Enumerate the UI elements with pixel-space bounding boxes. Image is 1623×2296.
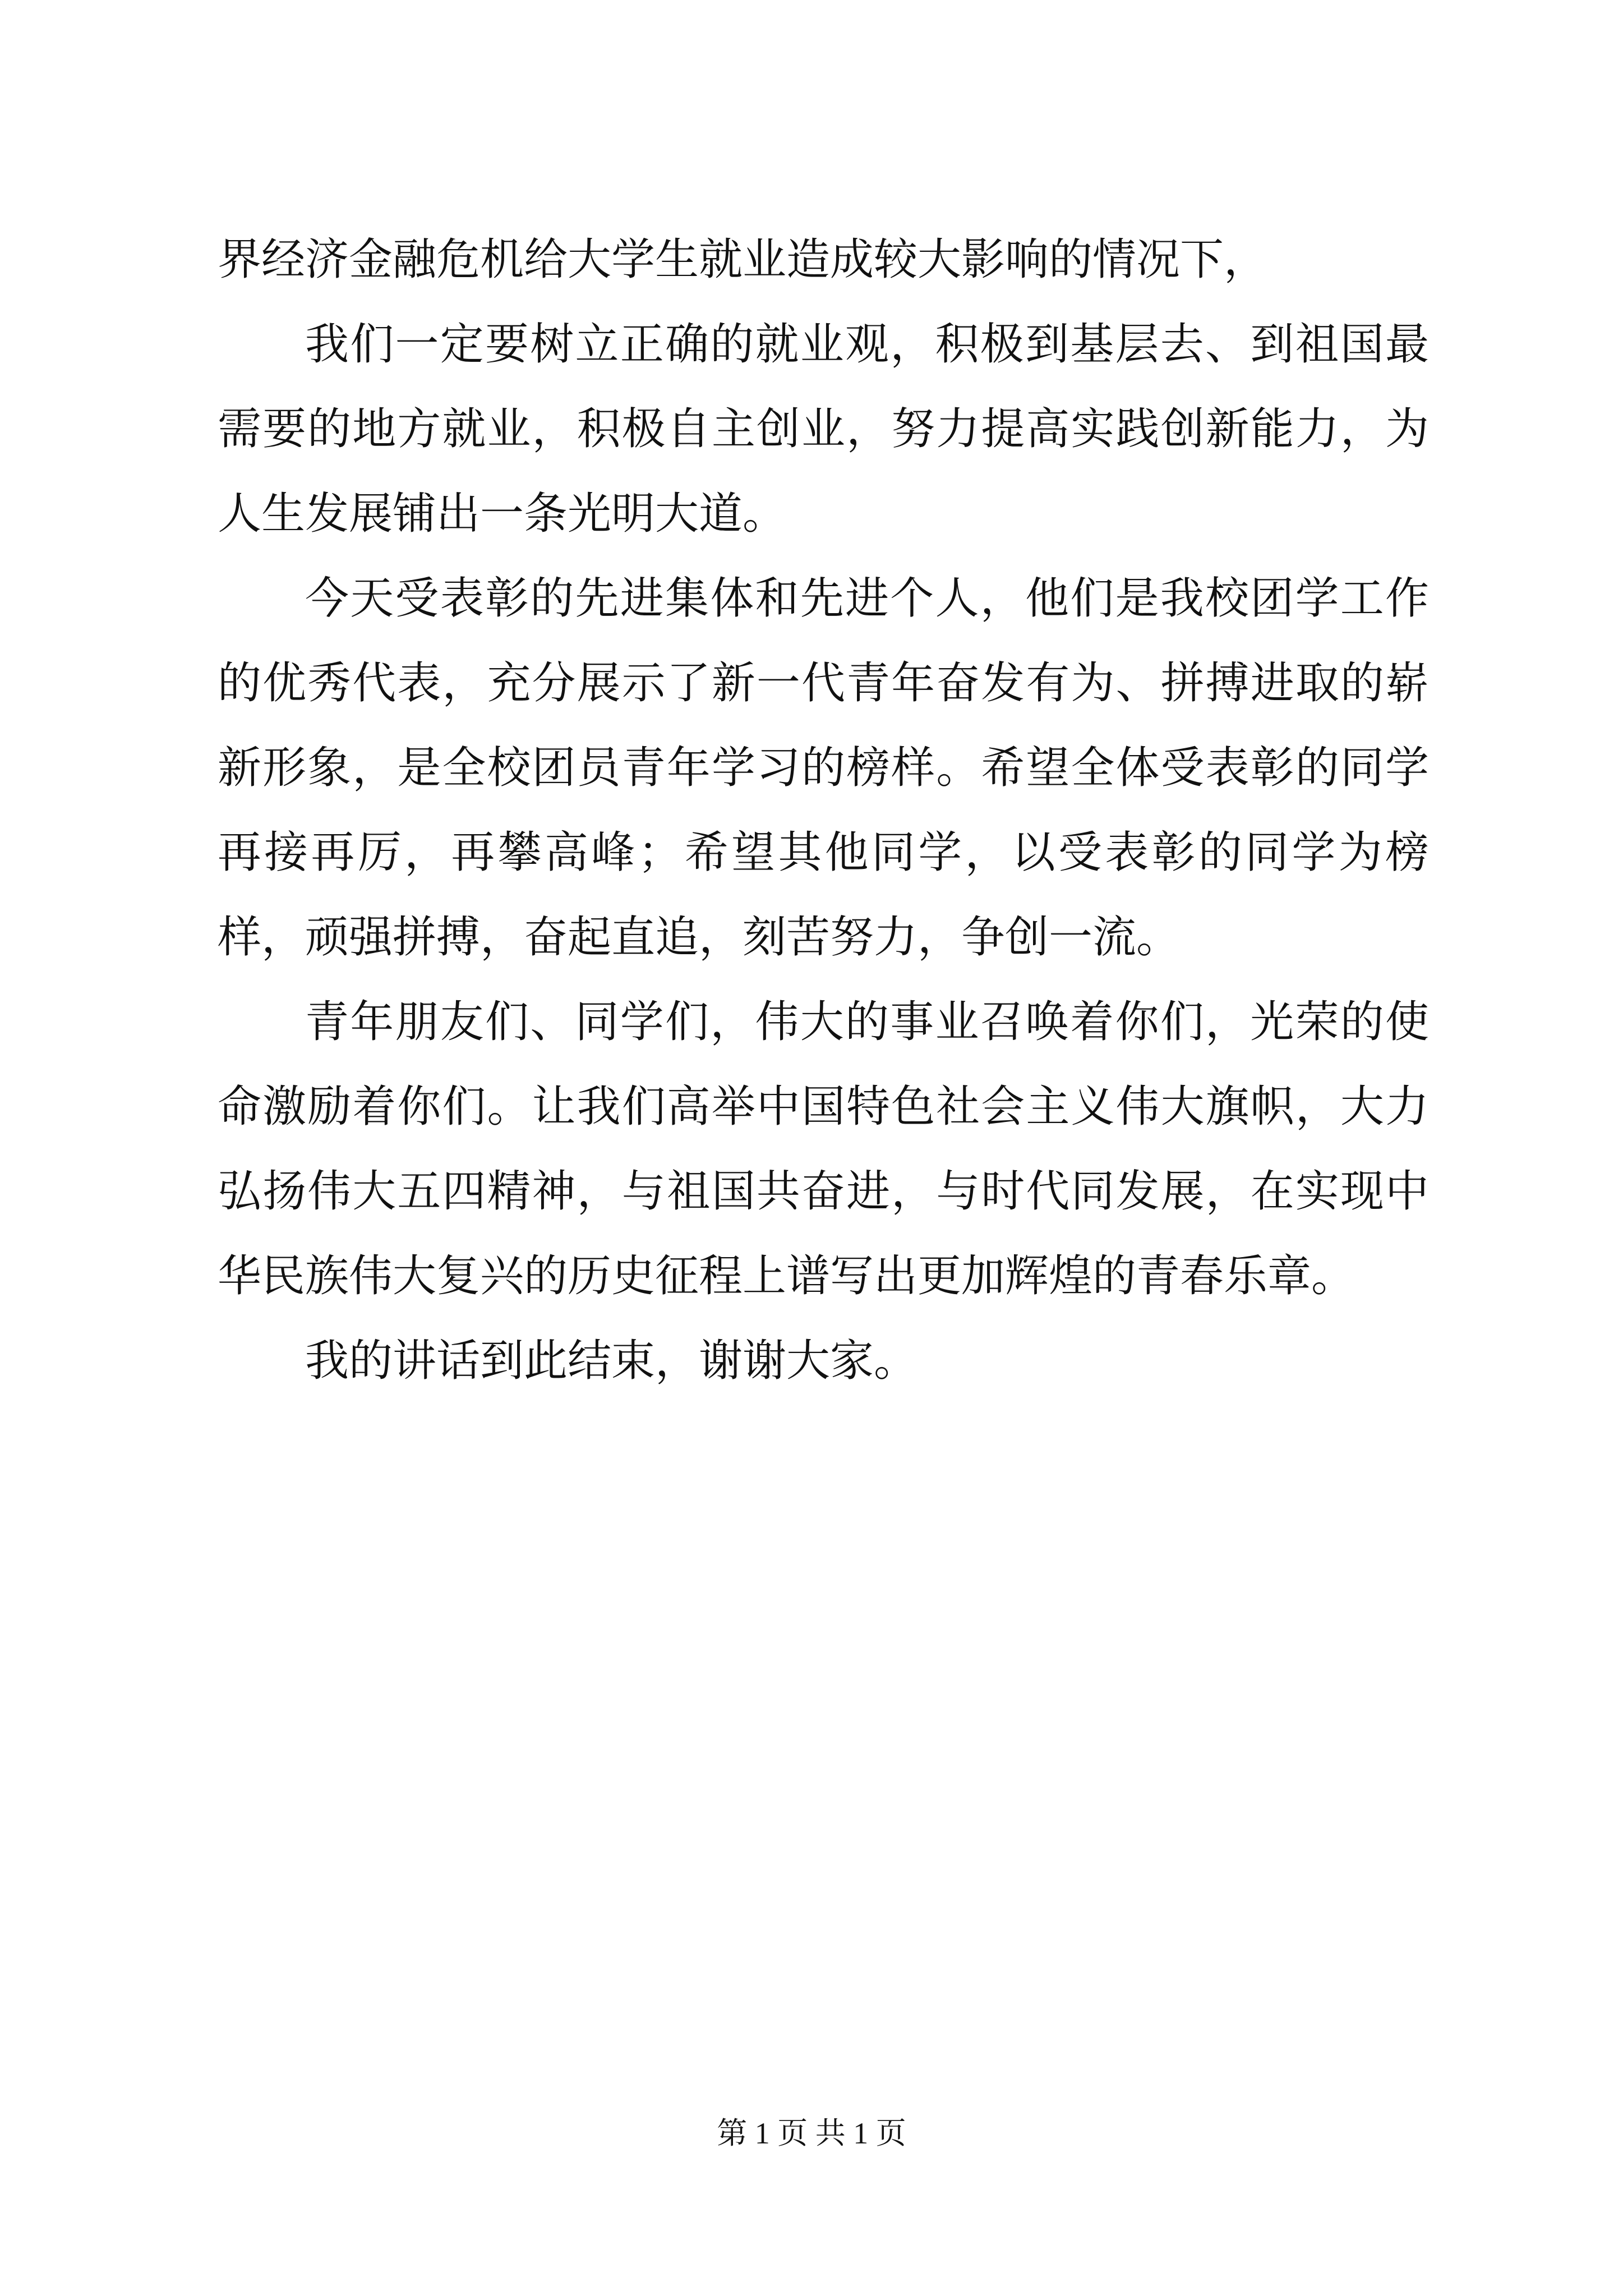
document-body — [218, 218, 1429, 1404]
paragraph-2: 我们一定要树立正确的就业观，积极到基层去、到祖国最需要的地方就业，积极自主创业，努力提高实践创新能力，为人生发展铺出一条光明大道。 — [218, 319, 1429, 539]
paragraph-4: 青年朋友们、同学们，伟大的事业召唤着你们，光荣的使命激励着你们。让我们高举中国特色社会主义伟大旗帜，大力弘扬伟大五四精神，与祖国共奋进，与时代同发展，在实现中华民族伟大复兴的历史征程上谱写出更加辉煌的青春乐章。 — [218, 997, 1429, 1301]
paragraph-5: 我的讲话到此结束，谢谢大家。 — [305, 1336, 918, 1386]
page-number-footer: 第 1 页 共 1 页 — [717, 2116, 906, 2150]
paragraph-3: 今天受表彰的先进集体和先进个人，他们是我校团学工作的优秀代表，充分展示了新一代青年奋发有为、拼搏进取的崭新形象，是全校团员青年学习的榜样。希望全体受表彰的同学再接再厉，再攀高峰；希望其他同学，以受表彰的同学为榜样，顽强拼搏，奋起直追，刻苦努力，争创一流。 — [218, 573, 1429, 963]
paragraph-1: 界经济金融危机给大学生就业造成较大影响的情况下， — [218, 234, 1268, 285]
